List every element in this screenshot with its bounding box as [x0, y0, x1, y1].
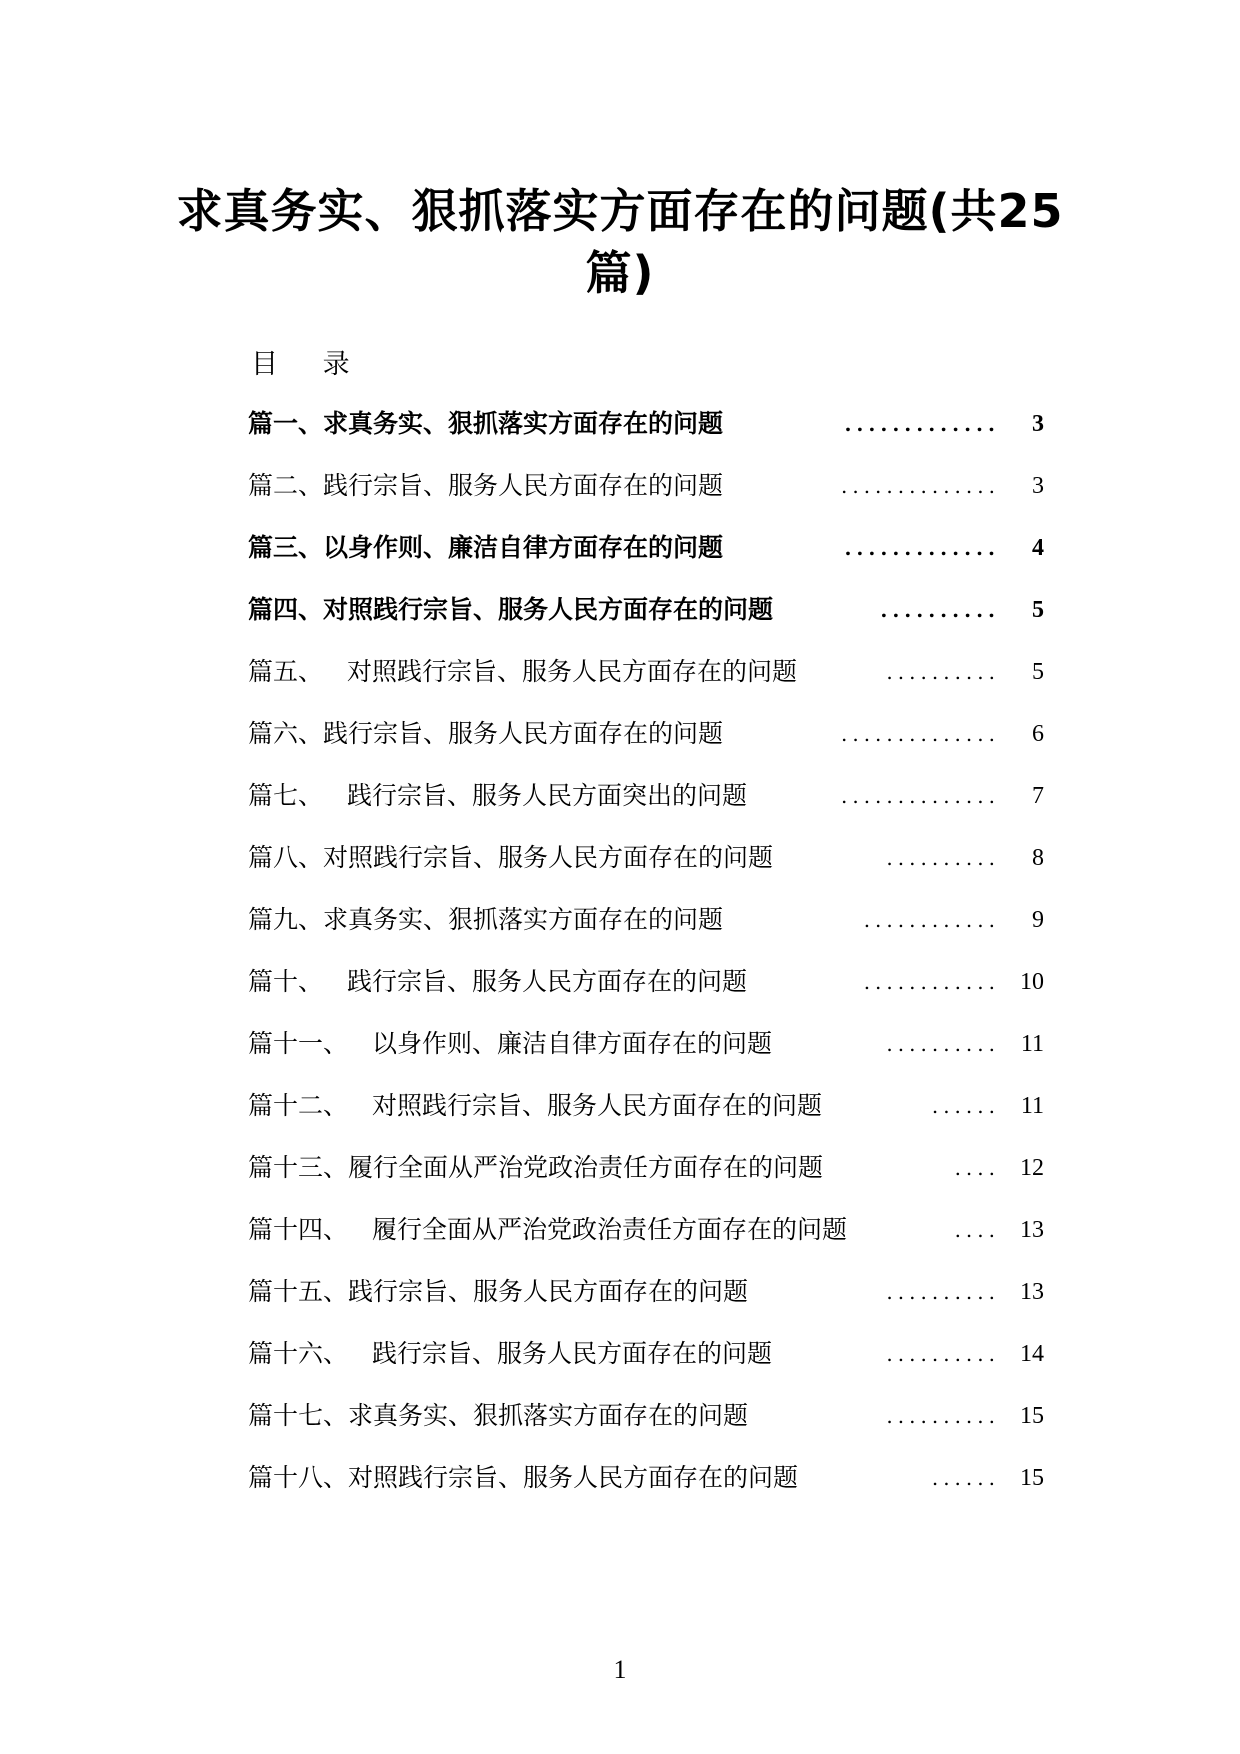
toc-heading: 目 录 [251, 349, 368, 380]
toc-entry-page: 11 [1020, 1093, 1044, 1119]
toc-leader-dots: ...... [931, 1094, 1000, 1118]
toc-entry-prefix: 篇十二、 [248, 1091, 349, 1120]
toc-leader-dots: .......... [886, 1404, 1000, 1428]
toc-leader-dots: ............ [863, 908, 1000, 932]
toc-entry-prefix: 篇四、 [248, 595, 324, 624]
toc-entry-prefix: 篇六、 [248, 719, 324, 748]
toc-entry-prefix: 篇十五、 [248, 1277, 349, 1306]
toc-entry-text [248, 586, 773, 634]
toc-entry-page: 3 [1032, 411, 1044, 437]
toc-leader-dots: ............ [863, 970, 1000, 994]
toc-entry-prefix: 篇一、 [248, 409, 324, 438]
toc-entry-text [248, 896, 723, 944]
toc-entry-18[interactable] [248, 1454, 1048, 1516]
toc-entry-page: 8 [1032, 845, 1044, 871]
toc-entry-7[interactable] [248, 772, 1048, 834]
toc-entry-prefix: 篇九、 [248, 905, 324, 934]
toc-entry-13[interactable] [248, 1144, 1048, 1206]
toc-leader-dots: .............. [840, 784, 1000, 808]
toc-entry-page: 4 [1032, 535, 1044, 561]
toc-entry-9[interactable] [248, 896, 1048, 958]
toc-entry-title: 践行宗旨、服务人民方面突出的问题 [347, 781, 748, 810]
toc-leader-dots: .......... [886, 1032, 1000, 1056]
toc-entry-prefix: 篇十六、 [248, 1339, 349, 1368]
toc-entry-text [248, 648, 797, 696]
toc-entry-page: 10 [1020, 969, 1044, 995]
toc-entry-14[interactable] [248, 1206, 1048, 1268]
toc-entry-prefix: 篇十一、 [248, 1029, 349, 1058]
toc-entry-6[interactable] [248, 710, 1048, 772]
toc-entry-8[interactable] [248, 834, 1048, 896]
toc-entry-text [248, 400, 723, 448]
toc-entry-text [248, 1392, 748, 1440]
toc-entry-text [248, 1268, 748, 1316]
toc-entry-15[interactable] [248, 1268, 1048, 1330]
toc-entry-prefix: 篇八、 [248, 843, 324, 872]
toc-entry-page: 11 [1020, 1031, 1044, 1057]
page-number: 1 [613, 1655, 627, 1684]
toc-entry-page: 15 [1020, 1465, 1044, 1491]
toc-entry-title: 践行宗旨、服务人民方面存在的问题 [347, 967, 748, 996]
toc-entry-page: 3 [1032, 473, 1044, 499]
toc-entry-2[interactable] [248, 462, 1048, 524]
toc-entry-16[interactable] [248, 1330, 1048, 1392]
toc-entry-title: 求真务实、狠抓落实方面存在的问题 [323, 409, 724, 438]
toc-leader-dots: .......... [880, 598, 1000, 622]
toc-entry-title: 践行宗旨、服务人民方面存在的问题 [323, 719, 724, 748]
toc-entry-page: 7 [1032, 783, 1044, 809]
toc-entry-title: 对照践行宗旨、服务人民方面存在的问题 [372, 1091, 823, 1120]
toc-entry-page: 14 [1020, 1341, 1044, 1367]
document-title: 求真务实、狠抓落实方面存在的问题(共25篇) [176, 184, 1064, 300]
toc-entry-page: 12 [1020, 1155, 1044, 1181]
toc-leader-dots: .............. [840, 474, 1000, 498]
toc-entry-title: 求真务实、狠抓落实方面存在的问题 [348, 1401, 749, 1430]
toc-entry-text [248, 1206, 847, 1254]
toc-entry-title: 对照践行宗旨、服务人民方面存在的问题 [323, 595, 774, 624]
toc-entry-prefix: 篇十八、 [248, 1463, 349, 1492]
toc-entry-title: 对照践行宗旨、服务人民方面存在的问题 [348, 1463, 799, 1492]
toc-entry-page: 15 [1020, 1403, 1044, 1429]
toc-leader-dots: .... [954, 1218, 1000, 1242]
toc-entry-prefix: 篇十四、 [248, 1215, 349, 1244]
toc-leader-dots: .......... [886, 1280, 1000, 1304]
toc-entry-prefix: 篇十、 [248, 967, 324, 996]
toc-entry-prefix: 篇十七、 [248, 1401, 349, 1430]
toc-leader-dots: ............. [844, 412, 1000, 436]
toc-entry-page: 13 [1020, 1217, 1044, 1243]
toc-entry-text [248, 1082, 822, 1130]
toc-entry-page: 5 [1032, 659, 1044, 685]
toc-entry-title: 履行全面从严治党政治责任方面存在的问题 [372, 1215, 848, 1244]
toc-entry-page: 5 [1032, 597, 1044, 623]
toc-entry-3[interactable] [248, 524, 1048, 586]
toc-entry-12[interactable] [248, 1082, 1048, 1144]
toc-entry-page: 13 [1020, 1279, 1044, 1305]
toc-leader-dots: .......... [886, 846, 1000, 870]
toc-leader-dots: .......... [886, 660, 1000, 684]
toc-entry-10[interactable] [248, 958, 1048, 1020]
toc-entry-prefix: 篇七、 [248, 781, 324, 810]
toc-entry-title: 以身作则、廉洁自律方面存在的问题 [372, 1029, 773, 1058]
toc-entry-text [248, 772, 747, 820]
toc-leader-dots: .............. [840, 722, 1000, 746]
toc-entry-5[interactable] [248, 648, 1048, 710]
toc-entry-prefix: 篇十三、 [248, 1153, 349, 1182]
toc-entry-prefix: 篇二、 [248, 471, 324, 500]
toc-entry-text [248, 958, 747, 1006]
toc-entry-title: 践行宗旨、服务人民方面存在的问题 [372, 1339, 773, 1368]
toc-entry-title: 以身作则、廉洁自律方面存在的问题 [323, 533, 724, 562]
toc-entry-text [248, 524, 723, 572]
toc-entry-title: 对照践行宗旨、服务人民方面存在的问题 [323, 843, 774, 872]
toc-entry-title: 履行全面从严治党政治责任方面存在的问题 [348, 1153, 824, 1182]
toc-entry-text [248, 710, 723, 758]
toc-leader-dots: ............. [844, 536, 1000, 560]
toc-entry-prefix: 篇三、 [248, 533, 324, 562]
toc-entry-11[interactable] [248, 1020, 1048, 1082]
toc-entry-4[interactable] [248, 586, 1048, 648]
toc-entry-17[interactable] [248, 1392, 1048, 1454]
toc-entry-page: 9 [1032, 907, 1044, 933]
table-of-contents [248, 400, 1048, 1516]
toc-entry-text [248, 462, 723, 510]
toc-entry-title: 对照践行宗旨、服务人民方面存在的问题 [347, 657, 798, 686]
toc-entry-1[interactable] [248, 400, 1048, 462]
toc-entry-prefix: 篇五、 [248, 657, 324, 686]
toc-entry-title: 践行宗旨、服务人民方面存在的问题 [323, 471, 724, 500]
toc-entry-text [248, 1454, 798, 1502]
toc-entry-text [248, 1144, 823, 1192]
toc-entry-title: 践行宗旨、服务人民方面存在的问题 [348, 1277, 749, 1306]
toc-entry-page: 6 [1032, 721, 1044, 747]
toc-leader-dots: .... [954, 1156, 1000, 1180]
toc-leader-dots: ...... [931, 1466, 1000, 1490]
toc-entry-title: 求真务实、狠抓落实方面存在的问题 [323, 905, 724, 934]
toc-entry-text [248, 1330, 772, 1378]
toc-entry-text [248, 1020, 772, 1068]
toc-entry-text [248, 834, 773, 882]
toc-leader-dots: .......... [886, 1342, 1000, 1366]
